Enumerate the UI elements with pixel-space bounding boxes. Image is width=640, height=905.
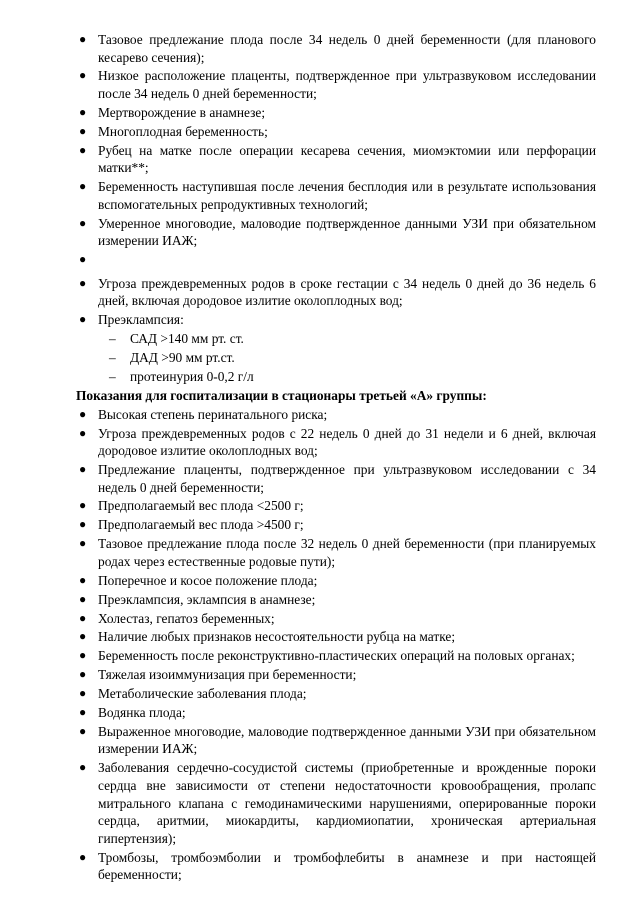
list-item — [78, 610, 596, 628]
list-item-text: Холестаз, гепатоз беременных; — [98, 610, 275, 626]
list-item-text: Водянка плода; — [98, 704, 186, 720]
list-item-text: Беременность наступившая после лечения бесплодия или в результате использования вспомогательных репродуктивных технологий; — [98, 179, 596, 212]
list-item-text: Метаболические заболевания плода; — [98, 686, 307, 702]
list-item-text: Многоплодная беременность; — [98, 123, 268, 139]
bullet-list-indications — [78, 406, 596, 884]
bullet-icon: ● — [79, 849, 87, 864]
list-item — [78, 723, 596, 758]
list-item — [78, 666, 596, 684]
list-item-text: Тазовое предлежание плода после 32 недель 0 дней беременности (при планируемых родах через естественные родовые пути); — [98, 536, 596, 569]
list-item — [78, 178, 596, 213]
bullet-icon: ● — [79, 517, 87, 532]
sub-list-item-text: протеинурия 0-0,2 г/л — [130, 368, 254, 384]
list-item-text: Выраженное многоводие, маловодие подтвержденное данными УЗИ при обязательном измерении ИАЖ; — [98, 723, 596, 757]
bullet-icon: ● — [79, 425, 87, 440]
list-item — [78, 535, 596, 570]
sub-list-item — [109, 349, 596, 367]
bullet-icon: ● — [79, 406, 87, 421]
bullet-icon: ● — [79, 462, 87, 476]
list-item — [78, 311, 596, 329]
bullet-icon: ● — [79, 704, 87, 719]
list-item — [78, 67, 596, 102]
list-item — [78, 572, 596, 590]
list-item — [78, 104, 596, 122]
list-item-text: Тромбозы, тромбоэмболии и тромбофлебиты в анамнезе и при настоящей беременности; — [98, 849, 596, 883]
bullet-icon: ● — [79, 252, 87, 267]
list-item — [78, 31, 596, 66]
sub-list-item — [109, 330, 596, 348]
list-item-text: Высокая степень перинатального риска; — [98, 406, 328, 422]
bullet-icon: ● — [79, 629, 87, 644]
list-item — [78, 142, 596, 177]
document-body — [78, 31, 596, 885]
list-item-text: Рубец на матке после операции кесарева сечения, миомэктомии или перфорации матки**; — [98, 142, 596, 176]
list-item-text: Преэклампсия: — [98, 312, 184, 328]
list-item-text: Предполагаемый вес плода <2500 г; — [98, 498, 304, 514]
sub-list-item-text: ДАД >90 мм рт.ст. — [130, 349, 235, 365]
bullet-icon: ● — [79, 648, 87, 663]
bullet-icon: ● — [79, 723, 87, 738]
list-item-text: Предлежание плаценты, подтвержденное при ультразвуковом исследовании с 34 недель 0 дней беременности; — [98, 462, 596, 495]
list-item-text: Тазовое предлежание плода после 34 недель 0 дней беременности (для планового кесарево сечения); — [98, 32, 596, 65]
list-item-text: Низкое расположение плаценты, подтвержденное при ультразвуковом исследовании после 34 недель 0 дней беременности; — [98, 68, 596, 102]
list-item — [78, 461, 596, 496]
bullet-icon: ● — [79, 572, 87, 587]
list-item-text: Мертворождение в анамнезе; — [98, 104, 266, 120]
sub-list-item-text: САД >140 мм рт. ст. — [130, 331, 244, 347]
bullet-icon: ● — [79, 104, 87, 119]
list-item — [78, 123, 596, 141]
list-item-text: Угроза преждевременных родов в сроке гестации с 34 недель 0 дней до 36 недель 6 дней, включая дородовое излитие околоплодных вод; — [98, 275, 596, 309]
list-item-text: Угроза преждевременных родов с 22 недель 0 дней до 31 недели и 6 дней, включая дородовое излитие околоплодных вод; — [98, 425, 596, 459]
list-item-text: Заболевания сердечно-сосудистой системы (приобретенные и врожденные пороки сердца вне зависимости от степени недостаточности кровообращения, пролапс митрального клапана с гемодинамическими нарушениями, оперированные пороки сердца, аритмии, миокардиты, кардиомиопатии, хроническая артериальная гипертензия); — [98, 760, 596, 846]
bullet-icon: ● — [79, 123, 87, 138]
bullet-icon: ● — [79, 667, 87, 682]
sub-list-item — [109, 368, 596, 386]
list-item — [78, 251, 596, 273]
dash-icon: – — [109, 331, 116, 347]
list-item — [78, 516, 596, 534]
section-heading: Показания для госпитализации в стационары третьей «А» группы: — [76, 387, 487, 403]
bullet-icon: ● — [79, 179, 87, 194]
list-item — [78, 704, 596, 722]
list-item — [78, 425, 596, 460]
bullet-list-top — [78, 31, 596, 329]
list-item — [78, 215, 596, 250]
dash-icon: – — [109, 368, 116, 384]
bullet-icon: ● — [79, 275, 87, 290]
bullet-icon: ● — [79, 312, 87, 327]
list-item — [78, 591, 596, 609]
list-item — [78, 628, 596, 646]
list-item-text: Тяжелая изоиммунизация при беременности; — [98, 667, 357, 683]
list-item — [78, 406, 596, 424]
list-item-text: Наличие любых признаков несостоятельности рубца на матке; — [98, 629, 456, 645]
list-item — [78, 647, 596, 665]
list-item-text: Предполагаемый вес плода >4500 г; — [98, 517, 304, 533]
list-item — [78, 849, 596, 884]
bullet-icon: ● — [79, 610, 87, 625]
bullet-icon: ● — [79, 32, 87, 46]
list-item — [78, 759, 596, 847]
bullet-icon: ● — [79, 68, 87, 83]
bullet-icon: ● — [79, 536, 87, 551]
bullet-icon: ● — [79, 591, 87, 606]
bullet-icon: ● — [79, 215, 87, 230]
list-item-text: Поперечное и косое положение плода; — [98, 572, 318, 588]
list-item-text: Беременность после реконструктивно-пластических операций на половых органах; — [98, 648, 575, 664]
bullet-icon: ● — [79, 686, 87, 701]
dash-icon: – — [109, 349, 116, 365]
list-item-text: Преэклампсия, эклампсия в анамнезе; — [98, 591, 316, 607]
list-item — [78, 275, 596, 310]
bullet-icon: ● — [79, 142, 87, 157]
list-item — [78, 497, 596, 515]
list-item — [78, 685, 596, 703]
preeclampsia-criteria-list — [78, 330, 596, 385]
bullet-icon: ● — [79, 498, 87, 513]
list-item-text: Умеренное многоводие, маловодие подтвержденное данными УЗИ при обязательном измерении ИАЖ; — [98, 215, 596, 249]
bullet-icon: ● — [79, 760, 87, 775]
